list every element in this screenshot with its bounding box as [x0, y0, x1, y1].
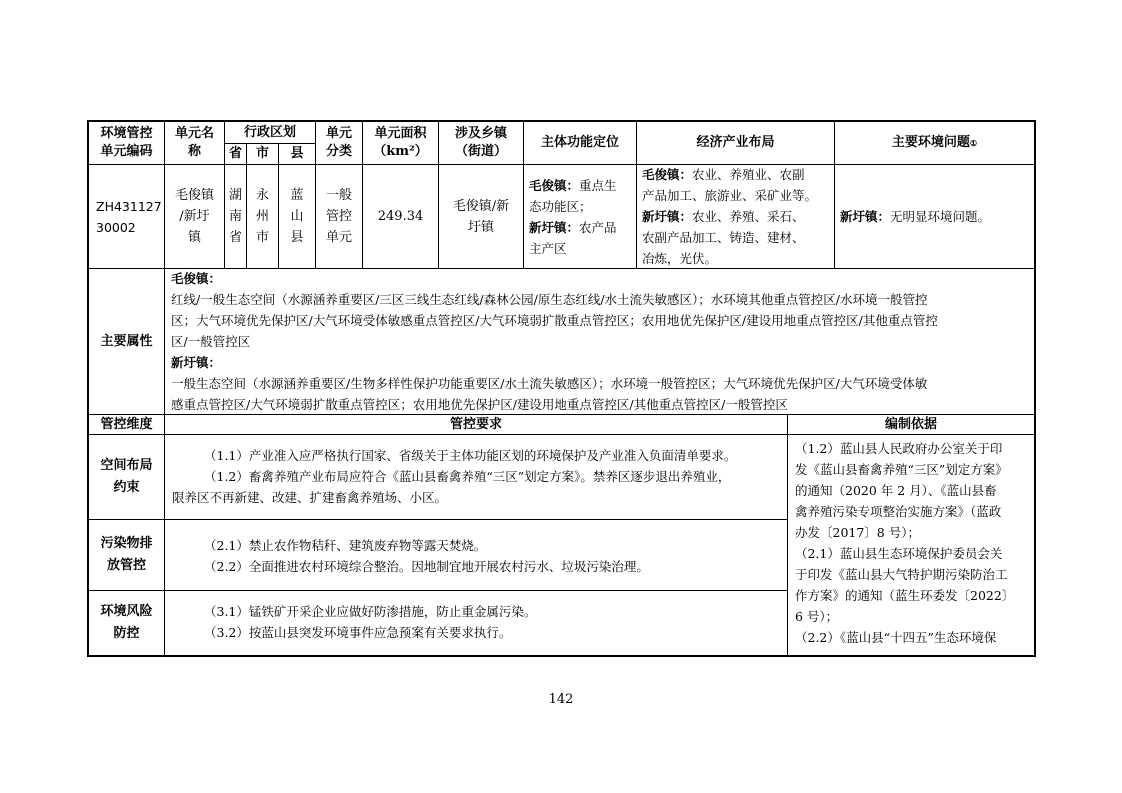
pollution-control-content: （2.1）禁止农作物秸秆、建筑废弃物等露天焚烧。 （2.2）全面推进农村环境综合整治。因地制宜地开展农村污水、垃圾污染治理。	[204, 538, 649, 574]
header-county: 县	[290, 146, 304, 161]
spatial-layout-content: （1.1）产业准入应严格执行国家、省级关于主体功能区划的环境保护及产业准入负面清单要求。 （1.2）畜禽养殖产业布局应符合《蓝山县畜禽养殖“三区”划定方案》。禁养区逐步退出养殖业， 限养区不再新建、改建、扩建畜禽养殖场、小区。	[172, 448, 737, 505]
header-town: 涉及乡镇 （街道）	[454, 126, 507, 159]
unit-code: ZH431127 30002	[96, 198, 162, 235]
unit-county: 蓝 山 县	[290, 188, 304, 245]
control-requirement-header: 管控要求	[449, 416, 502, 432]
header-industry: 经济产业布局	[696, 135, 775, 150]
header-unit-area: 单元面积 （km²）	[373, 126, 428, 159]
header-admin-division: 行政区划	[243, 124, 296, 140]
pollution-control-label: 污染物排 放管控	[100, 536, 153, 573]
header-function: 主体功能定位	[540, 135, 619, 150]
control-dimension-header: 管控维度	[100, 416, 153, 432]
header-city: 市	[255, 146, 269, 161]
risk-control-content: （3.1）锰铁矿开采企业应做好防渗措施，防止重金属污染。 （3.2）按蓝山县突发环境事件应急预案有关要求执行。	[204, 604, 537, 640]
header-issue: 主要环境问题 ①	[891, 135, 978, 150]
unit-class: 一般 管控 单元	[325, 188, 352, 245]
unit-area: 249.34	[377, 209, 424, 224]
unit-name: 毛俊镇 /新圩 镇	[174, 188, 214, 245]
attributes-content: 毛俊镇： 红线/一般生态空间（水源涵养重要区/三区三线生态红线/森林公园/原生态红线/水土流失敏感区）；水环境其他重点管控区/水环境一般管控 区；大气环境优先保护区/大气环境受体敏感重点管控区/大气环境弱扩散重点管控区；农用地优先保护区/建设用地重点管控区/其他重点管控 区/一般管控区 新圩镇： 一般生态空间（水源涵养重要区/生物多样性保护功能重要区/水土流失敏感区）；水环境一般管控区；大气环境优先保护区/大气环境受体敏 感重点管控区/大气环境弱扩散重点管控区；农用地优先保护区/建设用地重点管控区/其他重点管控区/一般管控区	[171, 271, 938, 412]
header-unit-code: 环境管控 单元编码	[100, 126, 153, 159]
unit-issue: 新圩镇：无明显环境问题。	[840, 209, 991, 224]
risk-control-label: 环境风险 防控	[100, 604, 153, 641]
basis-content: （1.2）蓝山县人民政府办公室关于印 发《蓝山县畜禽养殖“三区”划定方案》 的通知（2020 年 2 月）、《蓝山县畜 禽养殖污染专项整治实施方案》（蓝政 办发〔2017〕8 号）； （2.1）蓝山县生态环境保护委员会关 于印发《蓝山县大气特护期污染防治工 作方案》的通知（蓝生环委发〔2022〕 6 号）； （2.2）《蓝山县“十四五”生态环境保	[795, 441, 1015, 645]
page-number: 142	[548, 691, 574, 707]
spatial-layout-label: 空间布局 约束	[100, 458, 153, 495]
control-basis-header: 编制依据	[884, 416, 937, 432]
header-unit-name: 单元名 称	[174, 126, 214, 159]
header-province: 省	[228, 146, 242, 161]
unit-city: 永 州 市	[255, 188, 269, 245]
unit-function: 毛俊镇：重点生 态功能区； 新圩镇：农产品 主产区	[529, 178, 617, 256]
attributes-label: 主要属性	[100, 333, 153, 349]
footnote-marker: ①	[969, 138, 978, 148]
unit-industry: 毛俊镇：农业、养殖业、农副 产品加工、旅游业、采矿业等。 新圩镇：农业、养殖、采石、 农副产品加工、铸造、建材、 冶炼，光伏。	[642, 167, 818, 266]
unit-province: 湖 南 省	[228, 188, 242, 245]
unit-town: 毛俊镇/新 圩镇	[452, 198, 510, 235]
header-unit-class: 单元 分类	[325, 126, 352, 159]
